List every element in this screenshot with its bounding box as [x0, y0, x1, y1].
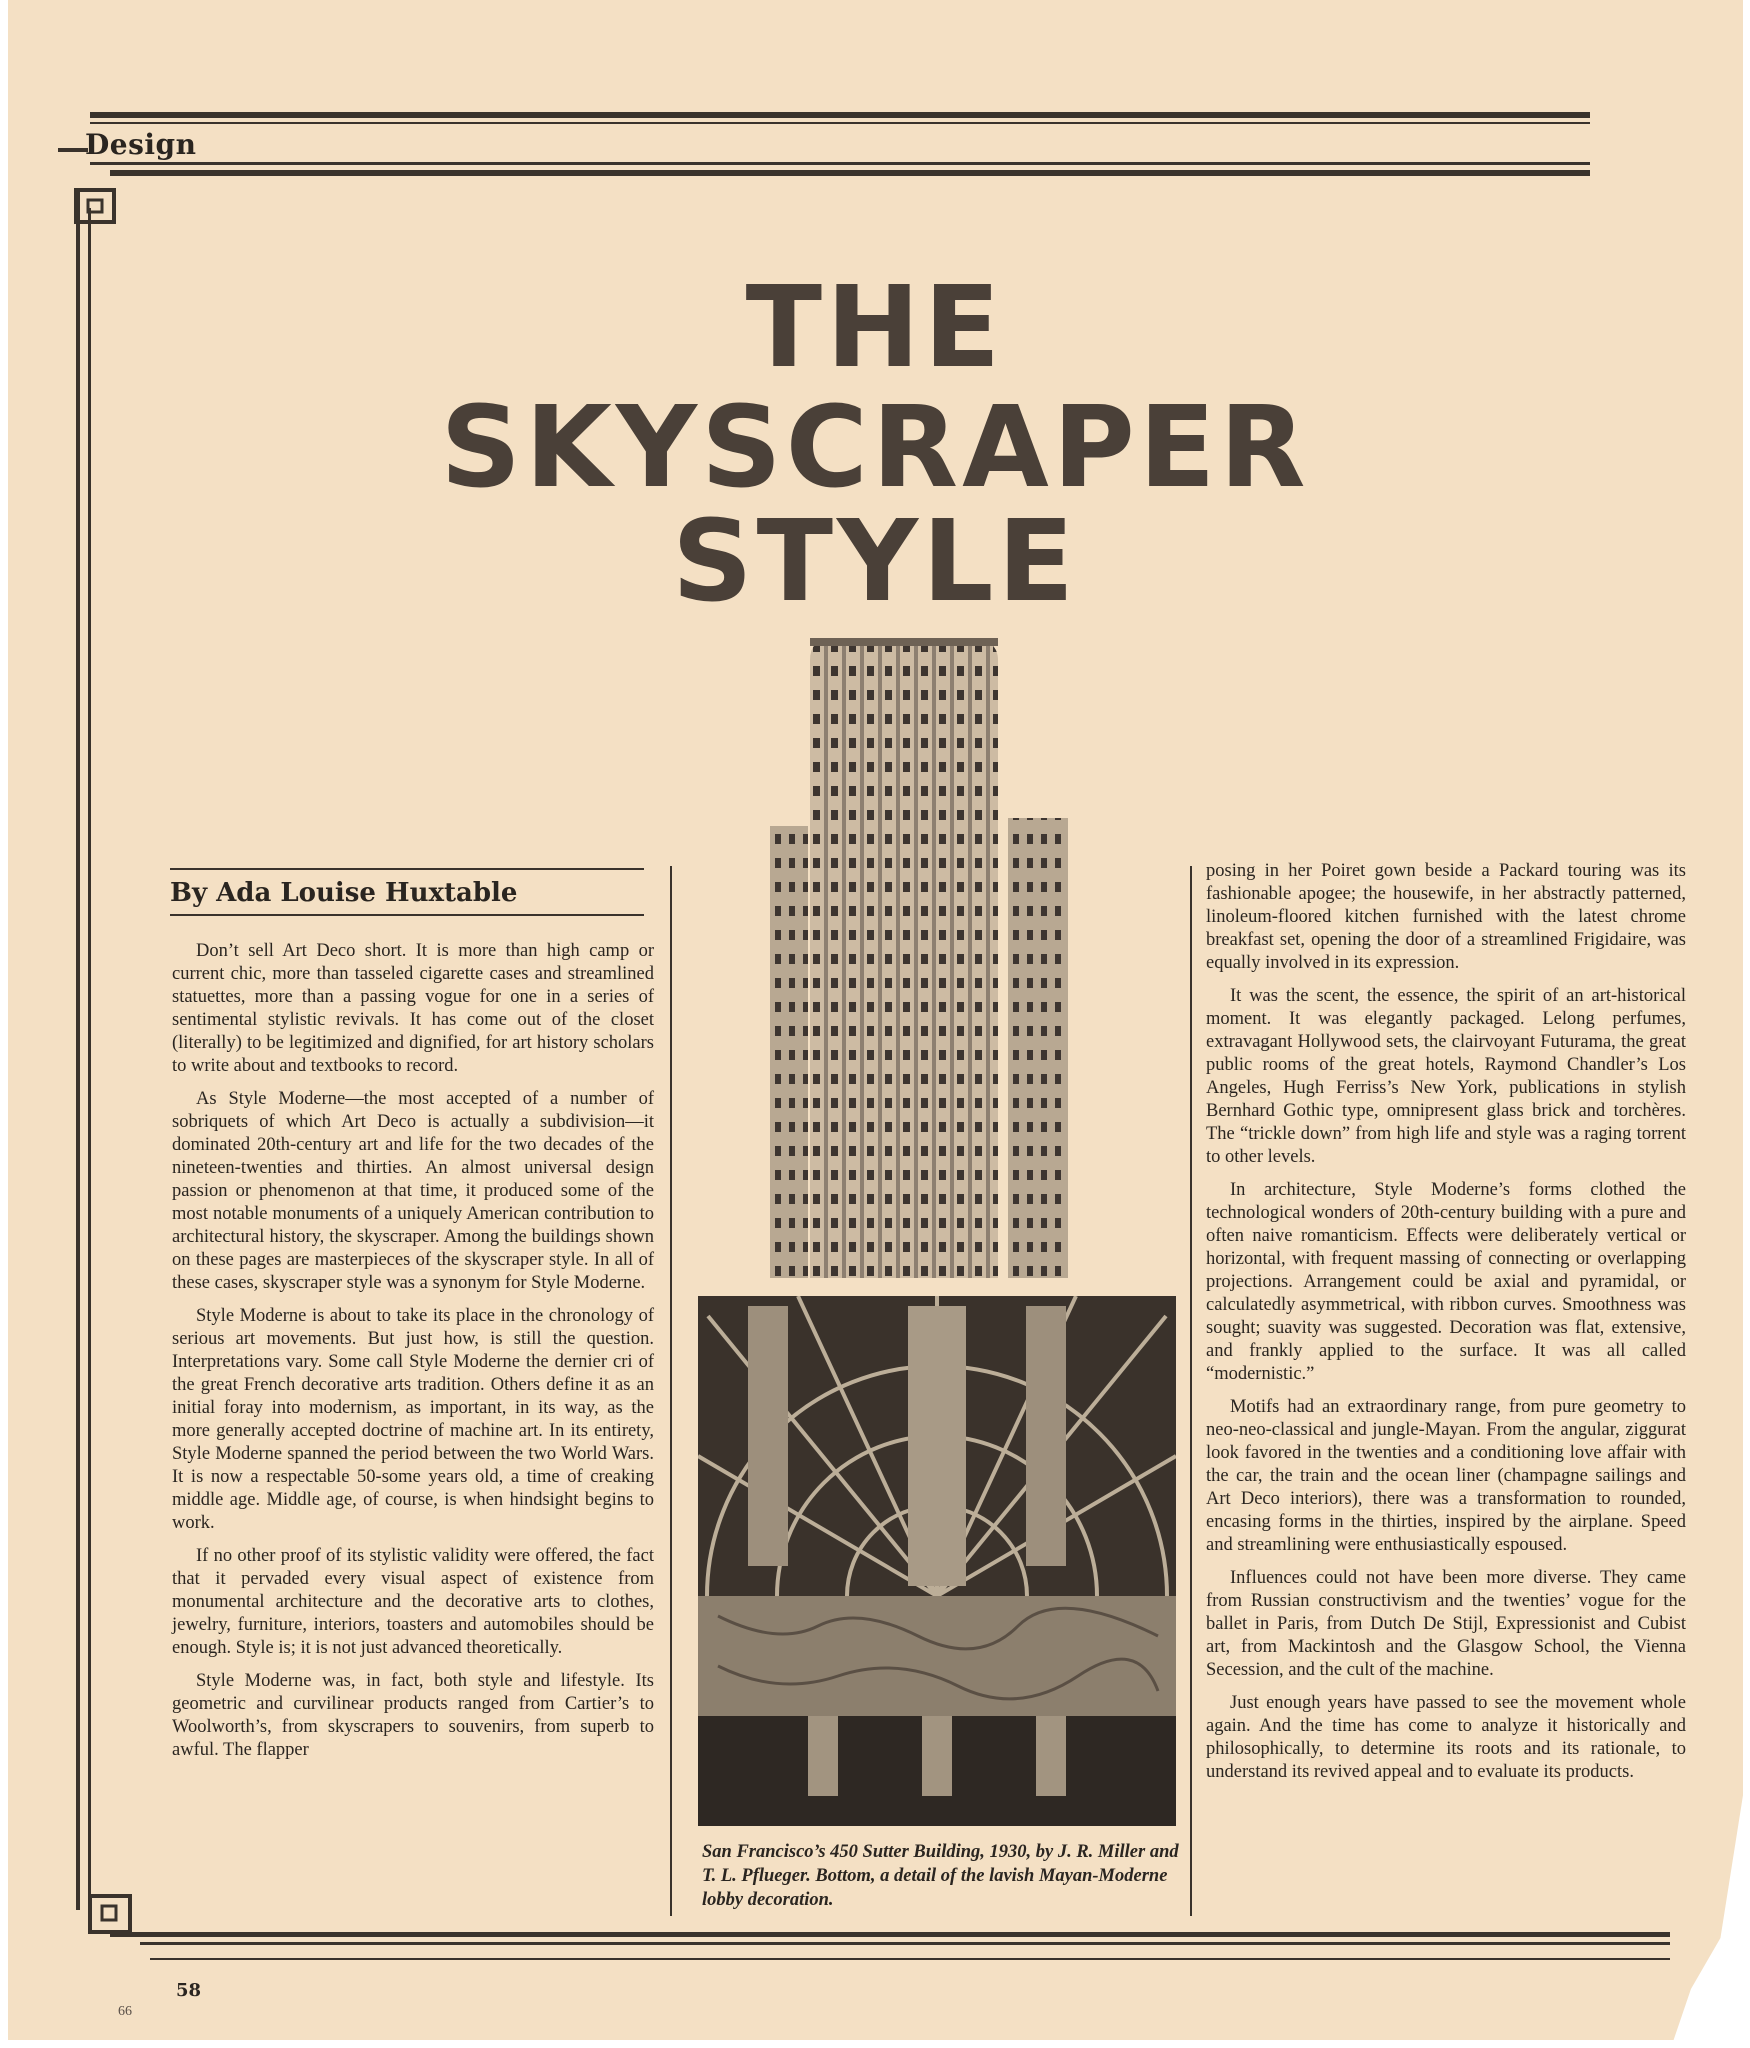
- headline-line-3: STYLE: [671, 497, 1079, 627]
- bottom-rule-3: [150, 1958, 1670, 1960]
- article-column-3: [1206, 860, 1686, 1794]
- byline-rule-bottom: [170, 914, 644, 916]
- article-paragraph: If no other proof of its stylistic validity were offered, the fact that it pervaded every visual aspect of existence from monumental architecture and the decorative arts to clothes, jewelry, furniture, interiors, toasters and automobiles should be enough. Style is; it is not just advanced theoretically.: [172, 1546, 654, 1658]
- article-paragraph: Just enough years have passed to see the movement whole again. And the time has come to analyze it historically and philosophically, to determine its roots and its rationale, to understand its revived appeal and to evaluate its products.: [1206, 1693, 1686, 1782]
- section-dash: [58, 148, 88, 152]
- article-paragraph: Motifs had an extraordinary range, from pure geometry to neo-neo-classical and jungle-Mayan. From the angular, ziggurat look favored in the twenties and a conditioning love affair with the car, the train and the ocean liner (champagne sailings and Art Deco interiors), there was a transformation to rounded, encasing forms in the thirties, inspired by the airplane. Speed and streamlining were enthusiastically espoused.: [1206, 1397, 1686, 1555]
- bottom-rule-2: [140, 1942, 1670, 1945]
- byline-rule-top: [170, 868, 644, 870]
- article-paragraph: Influences could not have been more diverse. They came from Russian constructivism and the twenties’ vogue for the ballet in Paris, from Dutch De Stijl, Expressionist and Cubist art, from Mackintosh and the Glasgow School, the Vienna Secession, and the cult of the machine.: [1206, 1568, 1686, 1680]
- article-column-1: [172, 940, 654, 1772]
- skyscraper-photo: [770, 636, 1070, 1278]
- bottom-rule-1: [110, 1932, 1670, 1937]
- article-paragraph: Don’t sell Art Deco short. It is more than high camp or current chic, more than tasseled cigarette cases and streamlined statuettes, more than a passing vogue for one in a series of sentimental stylistic revivals. It has come out of the closet (literally) to be legitimized and dignified, for art history scholars to write about and textbooks to record.: [172, 941, 654, 1076]
- top-rule-2: [90, 122, 1590, 124]
- column-divider-left: [670, 866, 672, 1916]
- column-divider-right: [1190, 866, 1192, 1916]
- top-rule-4: [110, 170, 1590, 176]
- frame-corner-ornament-top: [72, 186, 120, 226]
- article-paragraph: Style Moderne is about to take its place in the chronology of serious art movements. But just how, is still the question. Interpretations vary. Some call Style Moderne the dernier cri of the great French decorative arts tradition. Others define it as an initial foray into modernism, as important, in its way, as the more generally accepted doctrine of machine art. In its entirety, Style Moderne spanned the period between the two World Wars. It is now a respectable 50-some years old, a time of creaking middle age. Middle age, of course, is when hindsight begins to work.: [172, 1306, 654, 1533]
- top-rule-3: [90, 162, 1590, 165]
- page-number: 58: [176, 1980, 202, 2001]
- article-paragraph: As Style Moderne—the most accepted of a number of sobriquets of which Art Deco is actually a subdivision—it dominated 20th-century art and life for the two decades of the nineteen-twenties and thirties. An almost universal design passion or phenomenon at that time, it produced some of the most notable monuments of a uniquely American contribution to architectural history, the skyscraper. Among the buildings shown on these pages are masterpieces of the skyscraper style. In all of these cases, skyscraper style was a synonym for Style Moderne.: [172, 1089, 654, 1293]
- headline-line-2: SKYSCRAPER: [440, 383, 1310, 513]
- lobby-detail-photo: [698, 1296, 1176, 1826]
- top-rule-1: [90, 112, 1590, 118]
- article-paragraph: Style Moderne was, in fact, both style and lifestyle. Its geometric and curvilinear products ranged from Cartier’s to Woolworth’s, from skyscrapers to souvenirs, from superb to awful. The flapper: [172, 1671, 654, 1760]
- article-paragraph: posing in her Poiret gown beside a Packard touring was its fashionable apogee; the housewife, in her abstractly patterned, linoleum-floored kitchen furnished with the latest chrome breakfast set, opening the door of a streamlined Frigidaire, was equally involved in its expression.: [1206, 861, 1686, 973]
- article-paragraph: It was the scent, the essence, the spirit of an art-historical moment. It was elegantly packaged. Lelong perfumes, extravagant Hollywood sets, the clairvoyant Futurama, the great public rooms of the great hotels, Raymond Chandler’s Los Angeles, Hugh Ferriss’s New York, publications in stylish Bernhard Gothic type, omnipresent glass brick and torchères. The “trickle down” from high life and style was a raging torrent to other levels.: [1206, 986, 1686, 1167]
- headline-line-1: THE: [745, 263, 1005, 393]
- photo-caption: San Francisco’s 450 Sutter Building, 1930, by J. R. Miller and T. L. Pflueger. Bottom, a detail of the lavish Mayan-Moderne lobby decoration.: [702, 1842, 1179, 1910]
- page-number-faint: 66: [118, 2004, 132, 2019]
- article-paragraph: In architecture, Style Moderne’s forms clothed the technological wonders of 20th-century building with a pure and often naive romanticism. Effects were deliberately vertical or horizontal, with frequent massing of connecting or overlapping projections. Arrangement could be axial and pyramidal, or calculatedly asymmetrical, with ribbon curves. Smoothness was sought; suavity was suggested. Decoration was flat, extensive, and frankly applied to the surface. It was all called “modernistic.”: [1206, 1180, 1686, 1384]
- byline: By Ada Louise Huxtable: [170, 878, 518, 908]
- section-label: Design: [85, 128, 197, 161]
